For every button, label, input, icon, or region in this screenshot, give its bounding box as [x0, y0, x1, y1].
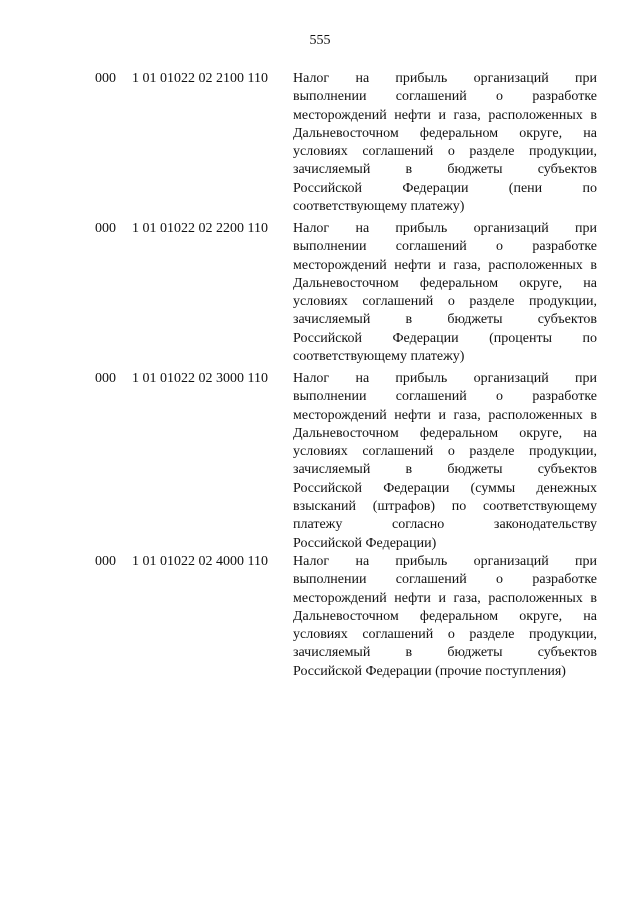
description-line: условиях соглашений о разделе продукции,: [293, 144, 597, 160]
description-line: зачисляемый в бюджеты субъектов: [293, 462, 597, 478]
description-line: Дальневосточном федеральном округе, на: [293, 275, 597, 291]
description-line: Российской Федерации): [293, 535, 437, 551]
admin-code: 000: [95, 554, 116, 569]
entry-3: [0, 370, 640, 553]
description-line: Налог на прибыль организаций при: [293, 71, 597, 86]
entries-list: [0, 70, 640, 703]
description-line: выполнении соглашений о разработке: [293, 239, 597, 255]
description-line: выполнении соглашений о разработке: [293, 572, 597, 588]
description-line: Российской Федерации (проценты по: [293, 330, 597, 346]
description-line: условиях соглашений о разделе продукции,: [293, 444, 597, 460]
admin-code: 000: [95, 71, 116, 86]
budget-classification-code: 1 01 01022 02 2200 110: [132, 221, 268, 236]
description-line: Дальневосточном федеральном округе, на: [293, 608, 597, 624]
entry-description: [293, 553, 597, 681]
description-line: Российской Федерации (суммы денежных: [293, 480, 597, 496]
entry-4: [0, 553, 640, 703]
description-line: месторождений нефти и газа, расположенных в: [293, 257, 597, 273]
description-line: месторождений нефти и газа, расположенных в: [293, 590, 597, 606]
entry-description: [293, 370, 597, 553]
admin-code: 000: [95, 221, 116, 236]
description-line: платежу согласно законодательству: [293, 517, 597, 533]
admin-code: 000: [95, 371, 116, 386]
description-line: условиях соглашений о разделе продукции,: [293, 627, 597, 643]
page-number: 555: [309, 33, 331, 48]
budget-classification-code: 1 01 01022 02 3000 110: [132, 371, 268, 386]
budget-classification-code: 1 01 01022 02 4000 110: [132, 554, 268, 569]
description-line: зачисляемый в бюджеты субъектов: [293, 312, 597, 328]
entry-1: [0, 70, 640, 220]
description-line: месторождений нефти и газа, расположенных в: [293, 407, 597, 423]
description-line: Налог на прибыль организаций при: [293, 221, 597, 236]
budget-classification-code: 1 01 01022 02 2100 110: [132, 71, 268, 86]
entry-description: [293, 70, 597, 216]
description-line: выполнении соглашений о разработке: [293, 89, 597, 105]
description-line: зачисляемый в бюджеты субъектов: [293, 162, 597, 178]
entry-2: [0, 220, 640, 370]
entry-description: [293, 220, 597, 366]
description-line: месторождений нефти и газа, расположенных в: [293, 107, 597, 123]
description-line: Дальневосточном федеральном округе, на: [293, 125, 597, 141]
description-line: взысканий (штрафов) по соответствующему: [293, 499, 597, 515]
description-line: Российской Федерации (прочие поступления): [293, 663, 566, 679]
description-line: Налог на прибыль организаций при: [293, 554, 597, 569]
description-line: Российской Федерации (пени по: [293, 180, 597, 196]
description-line: зачисляемый в бюджеты субъектов: [293, 645, 597, 661]
description-line: Налог на прибыль организаций при: [293, 371, 597, 386]
description-line: соответствующему платежу): [293, 349, 465, 365]
description-line: Дальневосточном федеральном округе, на: [293, 425, 597, 441]
description-line: соответствующему платежу): [293, 199, 465, 215]
description-line: выполнении соглашений о разработке: [293, 389, 597, 405]
description-line: условиях соглашений о разделе продукции,: [293, 294, 597, 310]
